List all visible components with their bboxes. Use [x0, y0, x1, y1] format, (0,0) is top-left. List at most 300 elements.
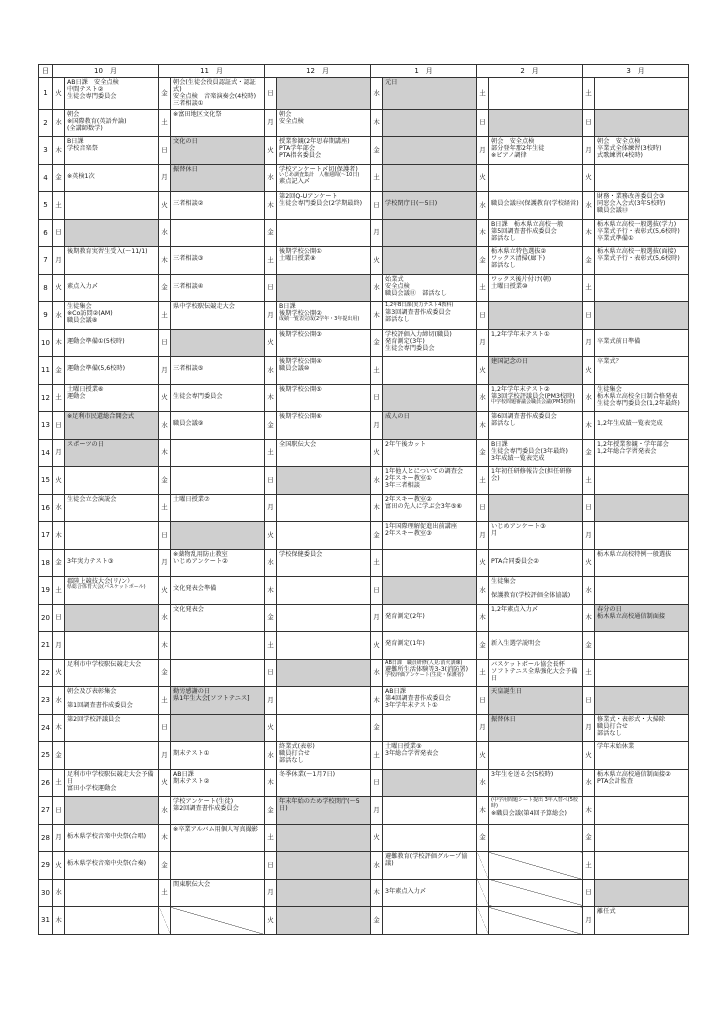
weekday	[477, 879, 489, 907]
weekday: 木	[583, 219, 595, 247]
weekday: 月	[265, 302, 277, 330]
event-line: 安全点検 音楽演奏会(4校時)	[173, 93, 257, 101]
event-cell	[595, 797, 689, 825]
event-line: 職員会議⑫(保護教育(学校経営)	[491, 200, 579, 208]
event-line: 1,2年授業参観・学年部会	[597, 440, 669, 448]
event-cell	[595, 714, 689, 742]
event-cell	[171, 852, 265, 880]
weekday: 火	[53, 467, 65, 495]
weekday: 月	[53, 632, 65, 660]
event-line: 振替休日	[491, 715, 516, 723]
event-line: 学校閉庁日(〜5日)	[385, 200, 438, 208]
day-row	[39, 247, 689, 275]
event-cell	[277, 329, 371, 357]
event-line: 1年初任研修報告会(担任研修会)	[491, 468, 572, 483]
event-line: ワックス後片付け(朝)	[491, 275, 552, 283]
event-line: 学校音楽祭	[67, 145, 98, 153]
event-line: ※職員会議(第4回予算総会)	[491, 809, 567, 817]
event-cell	[595, 687, 689, 715]
event-line: AB日課	[385, 688, 406, 695]
event-line	[597, 331, 686, 338]
event-cell	[277, 357, 371, 385]
day-number: 10	[39, 329, 53, 357]
weekday: 月	[583, 137, 595, 165]
day-row	[39, 769, 689, 797]
weekday: 土	[371, 549, 383, 577]
event-cell	[595, 879, 689, 907]
event-line: 朝会 安全点検	[491, 138, 535, 145]
weekday: 火	[265, 714, 277, 742]
event-line: 学校保健委員会	[279, 550, 323, 558]
event-cell	[65, 219, 159, 247]
weekday: 水	[583, 577, 595, 605]
weekday: 水	[477, 192, 489, 220]
day-number: 25	[39, 742, 53, 770]
event-line: 部活なし	[385, 315, 410, 323]
event-cell	[65, 467, 159, 495]
event-line: 三者相談②	[173, 200, 204, 208]
event-line: 卒業式？	[597, 358, 622, 365]
event-cell	[171, 137, 265, 165]
weekday: 月	[477, 329, 489, 357]
weekday: 月	[53, 824, 65, 852]
event-line	[385, 606, 474, 613]
weekday: 土	[159, 109, 171, 137]
event-cell	[489, 439, 583, 467]
weekday: 月	[371, 219, 383, 247]
event-line: 部活なし	[491, 262, 516, 270]
event-cell	[277, 824, 371, 852]
event-line: 安全点検	[279, 117, 304, 125]
event-line: 職員会議⑪ 部活なし	[385, 289, 447, 297]
event-cell	[65, 549, 159, 577]
event-line: ※富田地区文化祭	[173, 110, 222, 118]
weekday: 火	[265, 522, 277, 550]
event-line: 第3回学校評議員会(PM3校時)	[491, 392, 575, 400]
weekday: 月	[159, 549, 171, 577]
event-line	[491, 551, 580, 558]
event-cell	[171, 742, 265, 770]
event-line: 職員会議⑬	[597, 207, 628, 215]
weekday: 土	[477, 659, 489, 687]
day-number: 4	[39, 164, 53, 192]
event-line: 関東駅伝大会	[173, 880, 211, 888]
event-line: スポーツの日	[67, 440, 104, 448]
month-header: 3 月	[583, 65, 689, 78]
day-number: 22	[39, 659, 53, 687]
event-cell	[171, 494, 265, 522]
event-cell	[489, 78, 583, 110]
weekday: 火	[159, 192, 171, 220]
nonexistent-day-cell	[489, 852, 583, 880]
event-cell	[383, 659, 477, 687]
weekday: 土	[371, 357, 383, 385]
weekday: 金	[371, 907, 383, 935]
weekday: 木	[583, 412, 595, 440]
event-cell	[277, 78, 371, 110]
day-row	[39, 522, 689, 550]
event-cell	[489, 494, 583, 522]
event-line: 3年学年末テスト①	[385, 702, 438, 710]
event-line: 終業式(表彰)	[279, 743, 315, 750]
weekday: 金	[159, 78, 171, 110]
event-cell	[383, 797, 477, 825]
weekday: 日	[371, 769, 383, 797]
event-cell	[65, 577, 159, 605]
weekday: 日	[371, 192, 383, 220]
weekday: 日	[265, 467, 277, 495]
event-line: 1,2年総合学習発表会	[597, 447, 657, 455]
event-line: 期末テスト②	[173, 777, 210, 785]
event-cell	[65, 302, 159, 330]
weekday: 日	[265, 659, 277, 687]
weekday: 火	[583, 357, 595, 385]
weekday: 水	[53, 879, 65, 907]
event-line: 新入生選学説明会	[491, 640, 541, 648]
day-row	[39, 742, 689, 770]
event-line: 土曜日授業⑧	[279, 255, 316, 263]
event-cell	[277, 714, 371, 742]
event-line: 生徒会専門委員会	[67, 93, 117, 101]
weekday: 火	[53, 78, 65, 110]
event-cell	[489, 549, 583, 577]
weekday: 日	[477, 302, 489, 330]
event-cell	[595, 329, 689, 357]
event-line: 2年スキー教室③	[385, 530, 432, 538]
weekday: 水	[159, 604, 171, 632]
event-line: 1年他人とについての調査会	[385, 468, 464, 475]
event-cell	[489, 247, 583, 275]
event-line: 勤労感謝の日	[173, 688, 211, 695]
weekday: 金	[583, 439, 595, 467]
event-cell	[595, 467, 689, 495]
event-cell	[383, 852, 477, 880]
event-cell	[277, 247, 371, 275]
weekday: 金	[583, 632, 595, 660]
event-line: 学校評価アンケート(生徒・保護者)	[385, 672, 464, 679]
event-line: 成績一覧表完成(2学年・3年提出用)	[279, 316, 360, 323]
weekday: 土	[371, 742, 383, 770]
event-line: B日課 栃木県立高校一般	[491, 220, 564, 228]
weekday: 金	[159, 659, 171, 687]
event-cell	[171, 247, 265, 275]
event-cell	[65, 687, 159, 715]
event-line: いじめアンケート③	[491, 523, 546, 530]
weekday: 水	[477, 769, 489, 797]
weekday: 木	[159, 439, 171, 467]
weekday: 土	[159, 879, 171, 907]
weekday: 木	[53, 714, 65, 742]
event-line: 後期学校公開④	[279, 358, 322, 365]
event-line: 栃木県立高校一般選抜(面接)	[597, 248, 677, 255]
event-line: AB日課	[173, 770, 194, 778]
event-cell	[383, 714, 477, 742]
weekday: 土	[583, 659, 595, 687]
event-line: 三者相談④	[173, 282, 204, 290]
weekday: 土	[265, 247, 277, 275]
event-cell	[65, 164, 159, 192]
event-cell	[489, 274, 583, 302]
month-header: 2 月	[477, 65, 583, 78]
weekday: 月	[265, 687, 277, 715]
event-cell	[595, 219, 689, 247]
day-row	[39, 274, 689, 302]
event-line: 第5回調査書作成委員会	[491, 227, 557, 235]
event-cell	[489, 797, 583, 825]
weekday: 火	[477, 549, 489, 577]
weekday: 月	[53, 247, 65, 275]
weekday: 火	[53, 852, 65, 880]
event-cell	[277, 439, 371, 467]
event-line: 生徒会専門委員会	[173, 392, 223, 400]
event-line: バスケットボール協会長杯	[491, 660, 565, 668]
weekday: 土	[265, 824, 277, 852]
weekday: 火	[53, 274, 65, 302]
event-cell	[383, 329, 477, 357]
weekday: 火	[583, 164, 595, 192]
weekday: 月	[477, 137, 489, 165]
event-line: 同窓会入会式(3年5校時)	[597, 200, 666, 208]
event-line: 1,2年学年末テスト②	[491, 385, 550, 393]
event-cell	[489, 412, 583, 440]
day-number: 28	[39, 824, 53, 852]
event-cell	[383, 439, 477, 467]
event-line	[67, 826, 156, 833]
event-cell	[171, 577, 265, 605]
event-line: 部活なし	[491, 234, 516, 242]
event-cell	[65, 78, 159, 110]
weekday: 木	[53, 329, 65, 357]
event-cell	[277, 219, 371, 247]
weekday: 土	[583, 467, 595, 495]
weekday: 火	[265, 907, 277, 935]
event-line: ※薬物乱用防止教室	[173, 550, 228, 558]
event-cell	[65, 604, 159, 632]
event-cell	[595, 247, 689, 275]
event-line: 財務・業務改善委員会③	[597, 193, 665, 200]
event-line: 学校アンケート〆切(保護者)	[279, 165, 358, 173]
event-cell	[489, 357, 583, 385]
event-line: 年末年始のため学校閉庁(〜5日)	[279, 798, 360, 813]
day-row	[39, 494, 689, 522]
weekday: 水	[53, 687, 65, 715]
event-line: 土曜日授業⑨	[385, 743, 422, 750]
weekday: 火	[159, 769, 171, 797]
weekday: 日	[159, 329, 171, 357]
event-cell	[65, 742, 159, 770]
weekday: 木	[371, 109, 383, 137]
event-line: 栃木県立高校通信制面接②	[597, 770, 671, 778]
weekday: 金	[159, 467, 171, 495]
event-line: 卒業式予行・表彰式(5,6校時)	[597, 227, 680, 235]
event-line: 後期学校公開③	[279, 330, 322, 338]
weekday: 火	[477, 164, 489, 192]
day-row	[39, 329, 689, 357]
event-cell	[65, 137, 159, 165]
weekday: 水	[265, 164, 277, 192]
event-cell	[489, 687, 583, 715]
weekday: 木	[265, 192, 277, 220]
event-line: ※ピアノ調律	[491, 152, 527, 160]
event-line: 生徒集会	[491, 578, 516, 585]
day-number: 19	[39, 577, 53, 605]
nonexistent-day-cell	[489, 879, 583, 907]
event-cell	[595, 659, 689, 687]
event-cell	[171, 714, 265, 742]
event-cell	[489, 137, 583, 165]
event-cell	[383, 247, 477, 275]
event-line: 第2回Q-Uアンケート	[279, 193, 338, 200]
event-line: 避難教育(学校評価グループ協議)	[385, 853, 468, 868]
weekday: 水	[265, 742, 277, 770]
event-line: 後期学校公開②	[279, 310, 322, 318]
event-line: 生徒会専門委員会(1,2年最終)	[597, 399, 680, 407]
day-number: 5	[39, 192, 53, 220]
weekday	[477, 852, 489, 880]
nonexistent-day-cell	[489, 907, 583, 935]
weekday: 水	[583, 769, 595, 797]
weekday: 金	[477, 439, 489, 467]
event-cell	[595, 522, 689, 550]
weekday: 木	[583, 604, 595, 632]
event-line: 栃木県学校音楽中央祭(合唱)	[67, 832, 147, 840]
event-cell	[595, 769, 689, 797]
event-cell	[277, 192, 371, 220]
event-line: 生徒会専門委員会(3年最終)	[491, 447, 568, 455]
event-line: 後期教育実習生受入(〜11/1)	[67, 248, 148, 255]
event-cell	[595, 109, 689, 137]
weekday: 火	[477, 742, 489, 770]
event-cell	[65, 879, 159, 907]
event-line: 生徒会立会演説会	[67, 495, 117, 503]
event-cell	[171, 687, 265, 715]
event-cell	[277, 577, 371, 605]
weekday: 月	[583, 907, 595, 935]
weekday: 金	[53, 164, 65, 192]
weekday: 土	[53, 192, 65, 220]
event-line: 2年午後カット	[385, 440, 427, 448]
weekday: 日	[265, 852, 277, 880]
event-line: 学校評価入力締切(職員)	[385, 330, 452, 338]
month-header: 12 月	[265, 65, 371, 78]
event-cell	[277, 797, 371, 825]
weekday: 水	[265, 549, 277, 577]
event-cell	[489, 632, 583, 660]
event-line: 後期学校公開⑥	[279, 413, 322, 420]
weekday: 日	[583, 879, 595, 907]
event-line: (全講師数学)	[67, 124, 103, 132]
event-line: 安全点検	[385, 282, 410, 290]
weekday: 日	[53, 412, 65, 440]
event-line: 3年生を送る会(5校時)	[491, 770, 554, 778]
event-line	[385, 716, 474, 723]
weekday: 火	[477, 357, 489, 385]
event-cell	[595, 302, 689, 330]
event-cell	[171, 879, 265, 907]
event-cell	[489, 467, 583, 495]
event-cell	[277, 412, 371, 440]
day-row	[39, 192, 689, 220]
event-line: 月	[491, 530, 498, 538]
event-line: 土曜日授業⑥	[67, 385, 104, 393]
event-line: 栃木県立高校一般選抜(学力)	[597, 220, 677, 228]
event-cell	[171, 78, 265, 110]
event-cell	[595, 604, 689, 632]
event-cell	[171, 797, 265, 825]
weekday: 日	[265, 274, 277, 302]
event-cell	[595, 412, 689, 440]
day-number: 21	[39, 632, 53, 660]
event-cell	[595, 357, 689, 385]
event-line: 生徒会専門委員会(2学期最終)	[279, 200, 363, 208]
day-number: 15	[39, 467, 53, 495]
day-number: 1	[39, 78, 53, 110]
event-cell	[383, 549, 477, 577]
weekday: 木	[477, 412, 489, 440]
event-line	[385, 881, 474, 888]
event-line: PTA指名委員会	[279, 152, 322, 160]
weekday: 木	[477, 219, 489, 247]
event-cell	[383, 522, 477, 550]
event-line: 富田小学校運動会	[67, 784, 117, 792]
event-line: 卒業式全体練習(3校時)	[597, 145, 662, 153]
day-number: 29	[39, 852, 53, 880]
day-number: 12	[39, 384, 53, 412]
day-number: 23	[39, 687, 53, 715]
weekday: 木	[159, 824, 171, 852]
event-cell	[595, 192, 689, 220]
weekday: 金	[371, 329, 383, 357]
event-cell	[65, 192, 159, 220]
weekday: 月	[265, 109, 277, 137]
event-line: 朝会 安全点検	[597, 138, 641, 145]
weekday: 金	[371, 522, 383, 550]
day-number: 7	[39, 247, 53, 275]
event-line: 式歌練習(4校時)	[597, 152, 643, 160]
event-cell	[171, 604, 265, 632]
weekday: 土	[583, 78, 595, 110]
event-cell	[171, 522, 265, 550]
event-cell	[383, 467, 477, 495]
event-cell	[277, 549, 371, 577]
event-cell	[65, 824, 159, 852]
weekday: 金	[371, 137, 383, 165]
event-cell	[383, 604, 477, 632]
event-cell	[277, 769, 371, 797]
event-cell	[277, 879, 371, 907]
event-line: 足利市中学校駅伝競走大会	[67, 660, 142, 668]
weekday: 木	[159, 632, 171, 660]
event-cell	[383, 907, 477, 935]
day-row	[39, 78, 689, 110]
event-cell	[171, 632, 265, 660]
event-cell	[65, 274, 159, 302]
day-number: 13	[39, 412, 53, 440]
weekday: 金	[159, 852, 171, 880]
event-line: 素点記入〆	[279, 178, 310, 186]
event-line: 朝会	[67, 110, 80, 118]
event-line: 土曜日授業⑩	[491, 282, 528, 290]
weekday: 日	[477, 494, 489, 522]
event-cell	[277, 384, 371, 412]
event-cell	[171, 439, 265, 467]
day-row	[39, 384, 689, 412]
event-line: 文化の日	[173, 138, 198, 145]
event-line: 卒業式準備①	[597, 234, 634, 242]
weekday: 木	[265, 769, 277, 797]
event-line: 第2回学校評議員会	[67, 715, 121, 723]
event-line: 始業式	[385, 275, 404, 283]
